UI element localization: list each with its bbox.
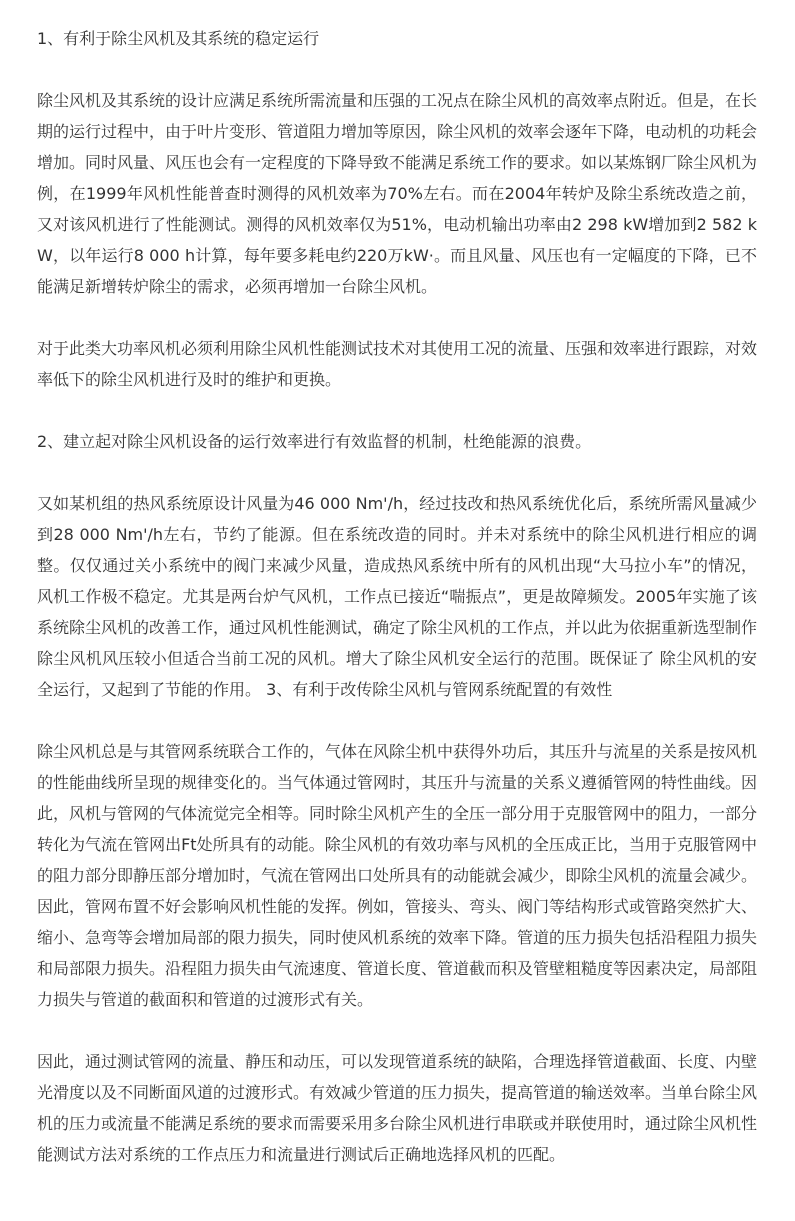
paragraph-gap	[37, 457, 757, 488]
paragraph-3: 又如某机组的热风系统原设计风量为46 000 Nm'/h，经过技改和热风系统优化后，系统所需风量减少到28 000 Nm'/h左右，节约了能源。但在系统改造的同时。并未对系统中的除尘风机进行相应的调整。仅仅通过关小系统中的阀门来减少风量，造成热风系统中所有的风机出现“大马拉小车”的情况，风机工作极不稳定。尤其是两台炉气风机，工作点已接近“喘振点”，更是故障频发。2005年实施了该系统除尘风机的改善工作，通过风机性能测试，确定了除尘风机的工作点，并以此为依据重新选型制作除尘风机风压较小但适合当前工况的风机。增大了除尘风机安全运行的范围。既保证了 除尘风机的安全运行，又起到了节能的作用。 3、有利于改传除尘风机与管网系统配置的有效性	[37, 494, 758, 699]
section-heading-2: 2、建立起对除尘风机设备的运行效率进行有效监督的机制，杜绝能源的浪费。	[37, 432, 592, 451]
paragraph-gap	[37, 54, 757, 85]
paragraph-4: 除尘风机总是与其管网系统联合工作的，气体在风除尘机中获得外功后，其压升与流星的关系是按风机的性能曲线所呈现的规律变化的。当气体通过管网时，其压升与流量的关系义遵循管网的特性曲线。因此，风机与管网的气体流觉完全相等。同时除尘风机产生的全压一部分用于克服管网中的阻力，一部分转化为气流在管网出Ft处所具有的动能。除尘风机的有效功率与风机的全压成正比，当用于克服管网中的阻力部分即静压部分增加时，气流在管网出口处所具有的动能就会减少，即除尘风机的流量会减少。因此，管网布置不好会影响风机性能的发挥。例如，管接头、弯头、阀门等结构形式或管路突然扩大、缩小、急弯等会增加局部的限力损失，同时使风机系统的效率下降。管道的压力损失包括沿程阻力损失和局部限力损失。沿程阻力损失由气流速度、管道长度、管道截而积及管壁粗糙度等因素决定，局部阻力损失与管道的截面积和管道的过渡形式有关。	[37, 742, 758, 1009]
paragraph-gap	[37, 302, 757, 333]
paragraph-1: 除尘风机及其系统的设计应满足系统所需流量和压强的工况点在除尘风机的高效率点附近。但是，在长期的运行过程中，由于叶片变形、管道阻力增加等原因，除尘风机的效率会逐年下降，电动机的功耗会增加。同时风量、风压也会有一定程度的下降导致不能满足系统工作的要求。如以某炼钢厂除尘风机为例，在1999年风机性能普查时测得的风机效率为70%左右。而在2004年转炉及除尘系统改造之前，又对该风机进行了性能测试。测得的风机效率仅为51%，电动机输出功率由2 298 kW增加到2 582 kW，以年运行8 000 h计算，每年要多耗电约220万kW·。而且风量、风压也有一定幅度的下降，已不能满足新增转炉除尘的需求，必须再增加一台除尘风机。	[37, 91, 758, 296]
paragraph-5: 因此，通过测试管网的流量、静压和动压，可以发现管道系统的缺陷，合理选择管道截面、长度、内壁光滑度以及不同断面风道的过渡形式。有效减少管道的压力损失，提高管道的输送效率。当单台除尘风机的压力或流量不能满足系统的要求而需要采用多台除尘风机进行串联或并联使用时，通过除尘风机性能测试方法对系统的工作点压力和流量进行测试后正确地选择风机的匹配。	[37, 1052, 758, 1164]
paragraph-gap	[37, 705, 757, 736]
section-heading-1: 1、有利于除尘风机及其系统的稳定运行	[37, 29, 320, 48]
paragraph-gap	[37, 1015, 757, 1046]
paragraph-gap	[37, 395, 757, 426]
paragraph-2: 对于此类大功率风机必须利用除尘风机性能测试技术对其使用工况的流量、压强和效率进行跟踪，对效率低下的除尘风机进行及时的维护和更换。	[37, 339, 758, 389]
